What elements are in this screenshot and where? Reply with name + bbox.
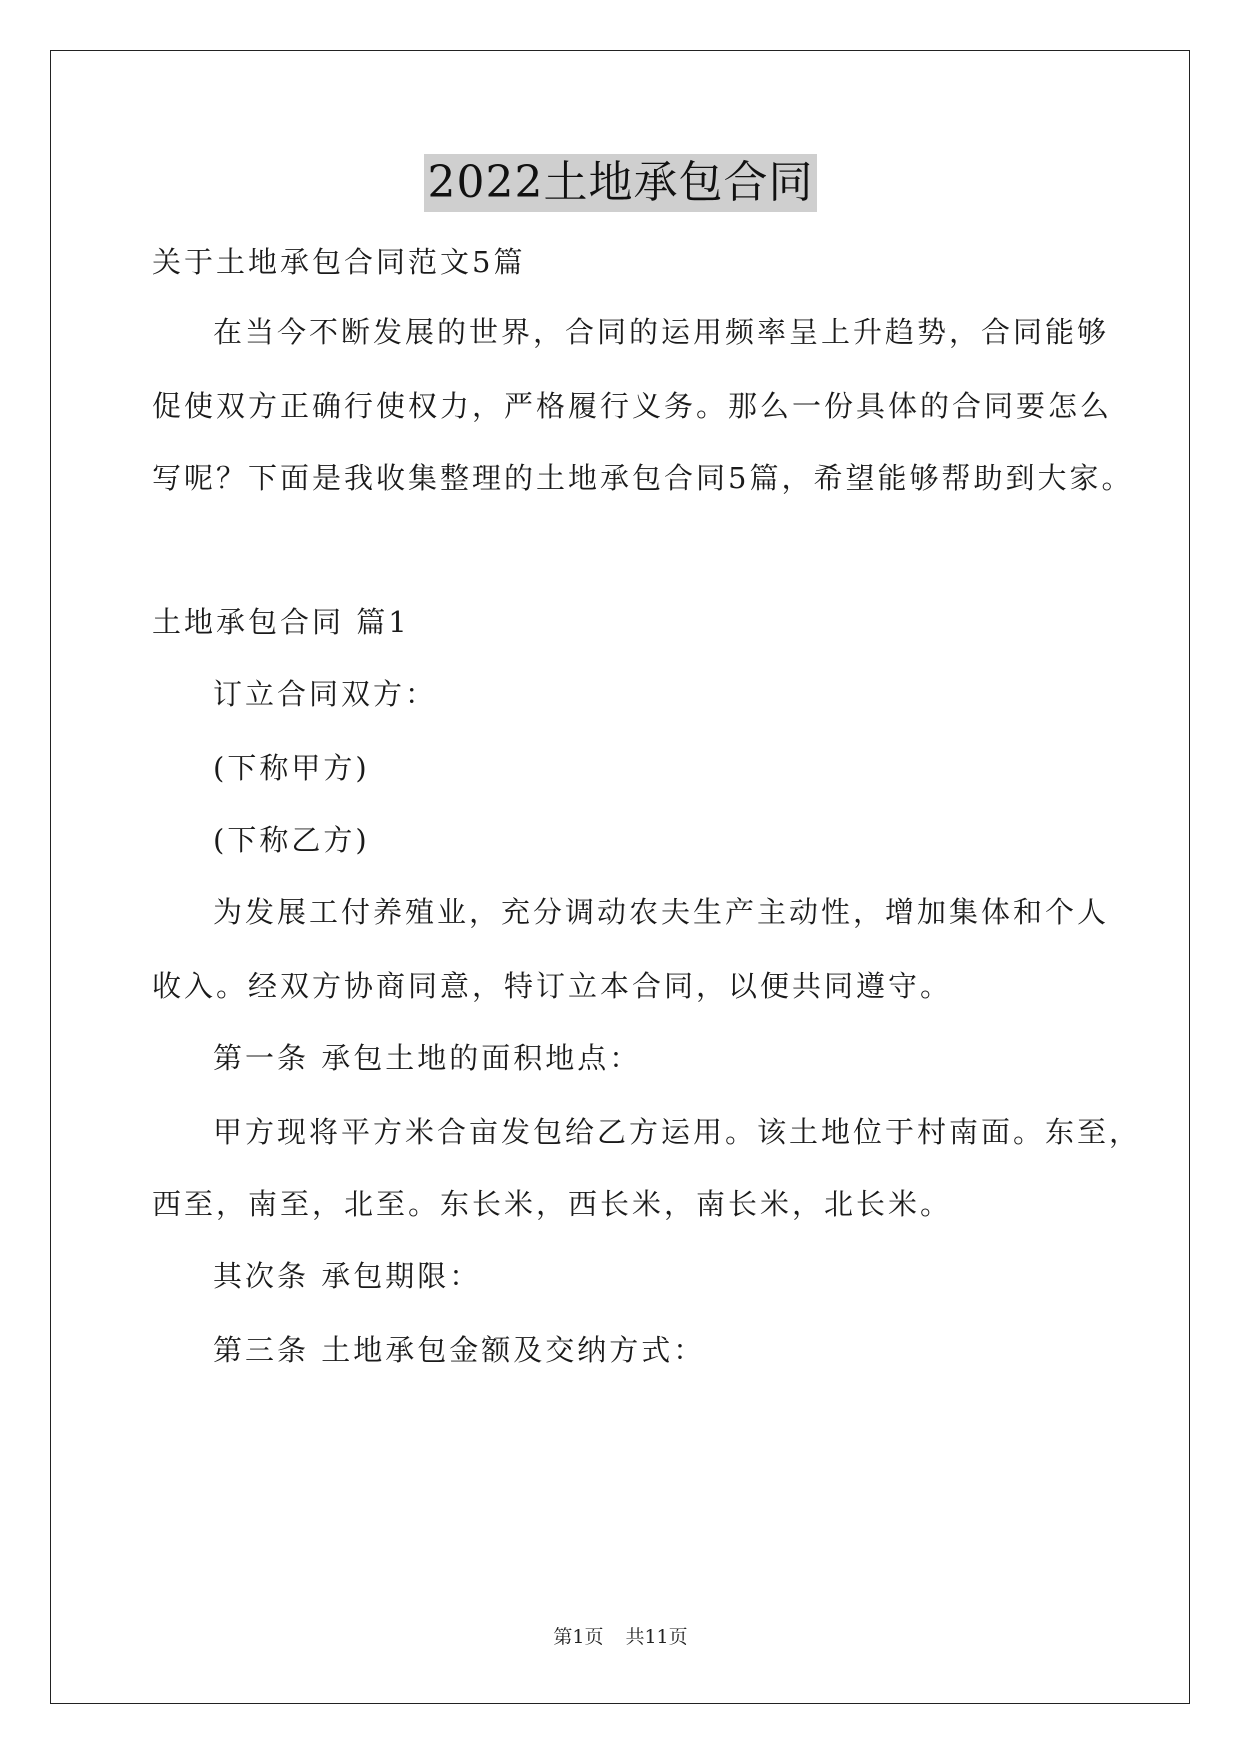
article-1-line-1: 甲方现将平方米合亩发包给乙方运用。该土地位于村南面。东至，	[213, 1115, 1142, 1149]
article-2-title: 其次条 承包期限：	[213, 1259, 482, 1293]
parties-label: 订立合同双方：	[213, 677, 438, 711]
party-b: (下称乙方)	[213, 823, 370, 857]
document-title: 2022土地承包合同	[424, 154, 818, 212]
intro-line-2: 促使双方正确行使权力，严格履行义务。那么一份具体的合同要怎么	[152, 389, 1113, 423]
purpose-line-2: 收入。经双方协商同意，特订立本合同，以便共同遵守。	[152, 969, 953, 1003]
page-border	[50, 50, 1190, 1704]
page-footer	[0, 1622, 1241, 1649]
page-total: 共11页	[625, 1626, 688, 1648]
purpose-line-1: 为发展工付养殖业，充分调动农夫生产主动性，增加集体和个人	[213, 895, 1110, 929]
section-heading: 土地承包合同 篇1	[152, 605, 410, 639]
title-container	[0, 154, 1241, 212]
article-1-line-2: 西至，南至，北至。东长米，西长米，南长米，北长米。	[152, 1187, 953, 1221]
subtitle: 关于土地承包合同范文5篇	[152, 245, 526, 279]
intro-line-1: 在当今不断发展的世界，合同的运用频率呈上升趋势，合同能够	[213, 315, 1110, 349]
intro-line-3: 写呢？下面是我收集整理的土地承包合同5篇，希望能够帮助到大家。	[152, 461, 1134, 495]
article-1-title: 第一条 承包土地的面积地点：	[213, 1041, 642, 1075]
page-number: 第1页	[553, 1626, 604, 1648]
article-3-title: 第三条 土地承包金额及交纳方式：	[213, 1333, 706, 1367]
party-a: (下称甲方)	[213, 751, 370, 785]
